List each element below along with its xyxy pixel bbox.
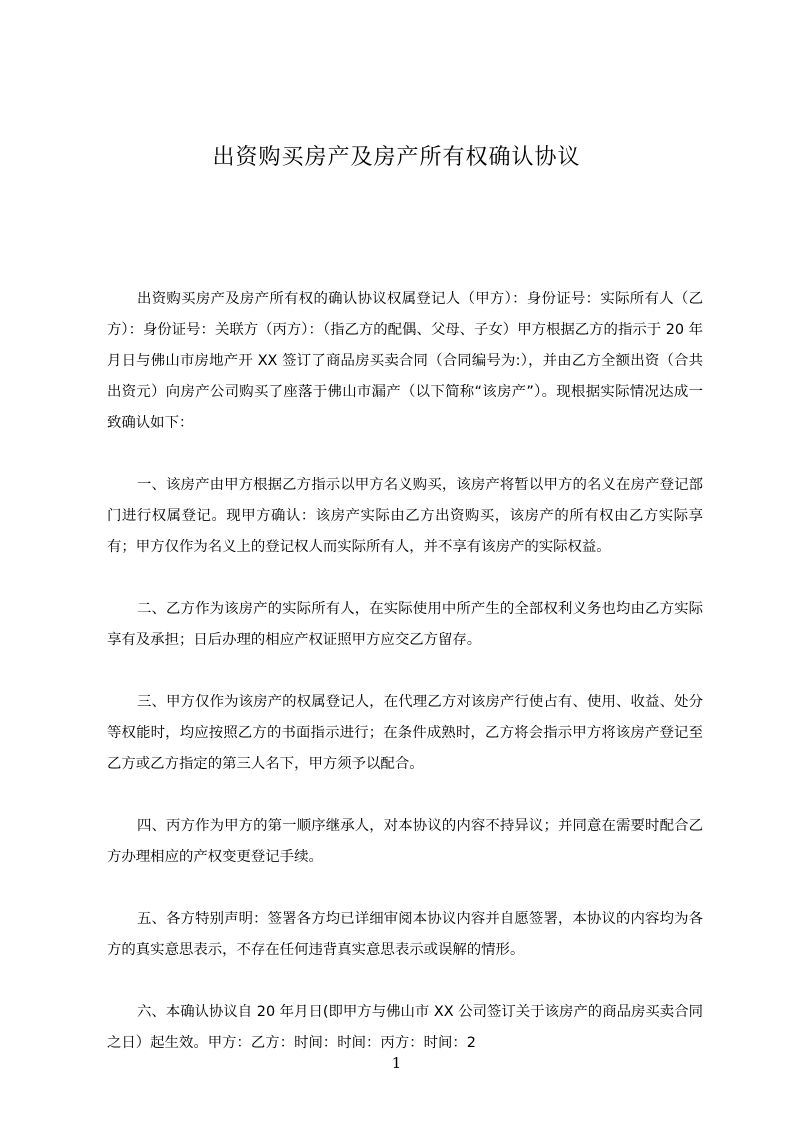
clause-5-paragraph: 五、各方特别声明：签署各方均已详细审阅本协议内容并自愿签署，本协议的内容均为各方的真实意思表示，不存在任何违背真实意思表示或误解的情形。 xyxy=(107,911,703,958)
clause-4-paragraph: 四、丙方作为甲方的第一顺序继承人，对本协议的内容不持异议；并同意在需要时配合乙方办理相应的产权变更登记手续。 xyxy=(107,818,703,865)
page-number: 1 xyxy=(391,1054,402,1072)
clause-6-paragraph: 六、本确认协议自 20 年月日(即甲方与佛山市 XX 公司签订关于该房产的商品房买卖合同之日）起生效。甲方：乙方：时间：时间：丙方：时间：2 xyxy=(107,1004,703,1051)
document-title: 出资购买房产及房产所有权确认协议 xyxy=(212,145,581,170)
intro-paragraph: 出资购买房产及房产所有权的确认协议权属登记人（甲方）：身份证号：实际所有人（乙方）：身份证号：关联方（丙方）：（指乙方的配偶、父母、子女）甲方根据乙方的指示于 20 年月日与佛山市房地产开 XX 签订了商品房买卖合同（合同编号为:），并由乙方全额出资（合共出资元）向房产公司购买了座落于佛山市漏产（以下简称“该房产”）。现根据实际情况达成一致确认如下： xyxy=(107,291,703,431)
clause-1-paragraph: 一、该房产由甲方根据乙方指示以甲方名义购买，该房产将暂以甲方的名义在房产登记部门进行权属登记。现甲方确认：该房产实际由乙方出资购买，该房产的所有权由乙方实际享有；甲方仅作为名义上的登记权人而实际所有人，并不享有该房产的实际权益。 xyxy=(107,477,703,555)
clause-3-paragraph: 三、甲方仅作为该房产的权属登记人，在代理乙方对该房产行使占有、使用、收益、处分等权能时，均应按照乙方的书面指示进行；在条件成熟时，乙方将会指示甲方将该房产登记至乙方或乙方指定的第三人名下，甲方须予以配合。 xyxy=(107,694,703,772)
clause-2-paragraph: 二、乙方作为该房产的实际所有人，在实际使用中所产生的全部权利义务也均由乙方实际享有及承担；日后办理的相应产权证照甲方应交乙方留存。 xyxy=(107,601,703,648)
document-body xyxy=(107,284,703,1059)
